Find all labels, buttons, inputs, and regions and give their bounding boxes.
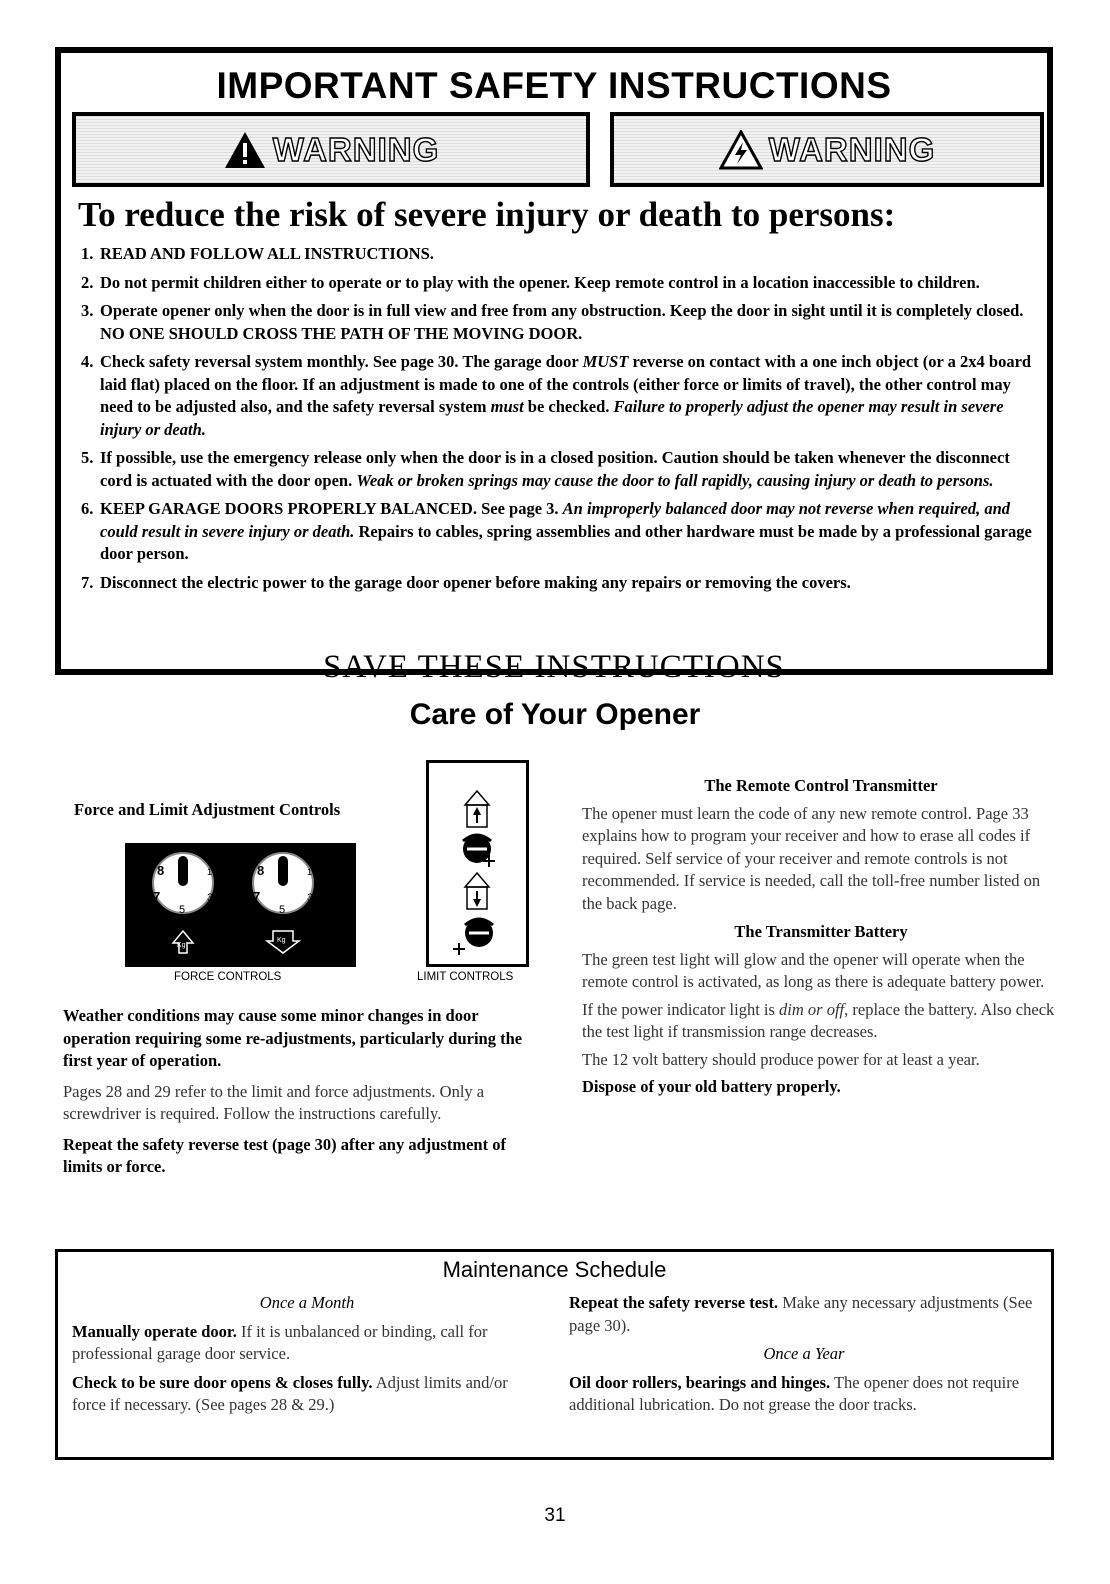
care-left-column	[63, 1005, 541, 1187]
battery-text-2: If the power indicator light is dim or off, replace the battery. Also check the test light if transmission range decreases.	[582, 999, 1055, 1041]
warning-banner-electrical	[610, 112, 1044, 187]
remote-control-heading: The Remote Control Transmitter	[704, 776, 938, 795]
battery-text-1: The green test light will glow and the opener will operate when the remote control is activated, as long as there is adequate battery power.	[582, 949, 1045, 991]
force-dials-illustration	[125, 843, 356, 967]
yearly-task-1: Oil door rollers, bearings and hinges. The opener does not require additional lubrication. Do not grease the door tracks.	[569, 1372, 1020, 1414]
page-number: 31	[544, 1505, 566, 1526]
limit-controls-illustration	[429, 763, 526, 964]
force-controls-caption: FORCE CONTROLS	[174, 971, 282, 983]
battery-dispose-note: Dispose of your old battery properly.	[582, 1077, 841, 1096]
safety-list	[81, 243, 1041, 600]
safety-item-5: 5. If possible, use the emergency release only when the door is in a closed position. Caution should be taken whenever the disconnect cord is actuated with the door open. Weak or broken springs may cause the door to fall rapidly, causing injury or death to persons.	[81, 448, 1010, 490]
once-a-month-heading: Once a Month	[259, 1293, 355, 1312]
safety-item-6: 6. KEEP GARAGE DOORS PROPERLY BALANCED. See page 3. An improperly balanced door may not reverse when required, and could result in severe injury or death. Repairs to cables, spring assemblies and other hardware must be made by a professional garage door person.	[81, 499, 1032, 563]
repeat-test-note: Repeat the safety reverse test (page 30) after any adjustment of limits or force.	[63, 1134, 506, 1176]
safety-item-2: 2. Do not permit children either to operate or to play with the opener. Keep remote control in a location inaccessible to children.	[81, 272, 980, 292]
safety-item-3: 3. Operate opener only when the door is in full view and free from any obstruction. Keep the door in sight until it is completely closed. NO ONE SHOULD CROSS THE PATH OF THE MOVING DOOR.	[81, 301, 1024, 343]
maintenance-right-column	[569, 1292, 1039, 1423]
safety-heading: To reduce the risk of severe injury or death to persons:	[78, 195, 896, 234]
force-limit-label: Force and Limit Adjustment Controls	[74, 800, 341, 819]
warning-label: WARNING	[272, 130, 440, 168]
limit-controls-box	[426, 760, 529, 967]
svg-text:3: 3	[207, 892, 214, 904]
svg-text:8: 8	[157, 863, 165, 878]
svg-text:1: 1	[307, 867, 313, 877]
remote-control-text: The opener must learn the code of any new remote control. Page 33 explains how to program your receiver and how to erase all codes if required. Self service of your receiver and remote controls is not recommended. If service is needed, call the toll-free number listed on the back page.	[582, 803, 1041, 913]
svg-text:7: 7	[153, 889, 161, 904]
care-title: Care of Your Opener	[409, 698, 701, 731]
once-a-year-heading: Once a Year	[763, 1344, 845, 1363]
adjustment-note: Pages 28 and 29 refer to the limit and force adjustments. Only a screwdriver is required. Follow the instructions carefully.	[63, 1081, 485, 1123]
monthly-task-1: Manually operate door. If it is unbalanced or binding, call for professional garage door service.	[72, 1321, 488, 1363]
force-controls-panel	[125, 843, 356, 967]
care-right-column	[582, 775, 1060, 1104]
safety-item-7: 7. Disconnect the electric power to the garage door opener before making any repairs or removing the covers.	[81, 572, 851, 592]
force-dial-left-icon	[153, 853, 213, 916]
maintenance-title: Maintenance Schedule	[442, 1257, 667, 1282]
warning-triangle-icon	[223, 130, 267, 170]
svg-text:5: 5	[279, 904, 286, 916]
force-dial-right-icon	[253, 853, 313, 916]
svg-text:7: 7	[253, 889, 261, 904]
battery-text-3: The 12 volt battery should produce power for at least a year.	[582, 1049, 980, 1069]
safety-title: IMPORTANT SAFETY INSTRUCTIONS	[216, 65, 892, 106]
limit-up-knob-icon	[463, 835, 495, 867]
monthly-task-2: Check to be sure door opens & closes fully. Adjust limits and/or force if necessary. (See pages 28 & 29.)	[72, 1372, 508, 1414]
weather-note: Weather conditions may cause some minor changes in door operation requiring some re-adjustments, particularly during the first year of operation.	[63, 1006, 523, 1070]
kg-down-arrow-icon	[267, 931, 299, 953]
svg-text:Kg: Kg	[177, 942, 186, 949]
svg-text:Kg: Kg	[277, 937, 286, 944]
maintenance-schedule-box	[55, 1249, 1054, 1460]
safety-item-4: 4. Check safety reversal system monthly. See page 30. The garage door MUST reverse on contact with a one inch object (or a 2x4 board laid flat) placed on the floor. If an adjustment is made to one of the controls (either force or limits of travel), the other control may need to be adjusted also, and the safety reversal system must be checked. Failure to properly adjust the opener may result in severe injury or death.	[81, 352, 1032, 439]
maintenance-left-column	[72, 1292, 542, 1423]
limit-down-garage-icon	[465, 873, 489, 909]
limit-down-knob-icon	[453, 919, 493, 955]
safety-instructions-box	[55, 47, 1053, 685]
monthly-task-3: Repeat the safety reverse test. Make any necessary adjustments (See page 30).	[569, 1293, 1033, 1335]
safety-item-1: 1. READ AND FOLLOW ALL INSTRUCTIONS.	[81, 244, 434, 263]
svg-text:5: 5	[179, 904, 186, 916]
svg-text:1: 1	[207, 867, 213, 877]
svg-text:3: 3	[307, 892, 314, 904]
electrical-hazard-icon	[719, 130, 763, 170]
kg-up-arrow-icon	[173, 931, 193, 953]
battery-heading: The Transmitter Battery	[734, 922, 908, 941]
limit-controls-caption: LIMIT CONTROLS	[417, 971, 514, 983]
limit-up-garage-icon	[465, 791, 489, 827]
warning-label: WARNING	[768, 130, 936, 168]
svg-text:8: 8	[257, 863, 265, 878]
save-instructions-heading: SAVE THESE INSTRUCTIONS	[323, 649, 785, 685]
warning-banner-general	[72, 112, 590, 187]
